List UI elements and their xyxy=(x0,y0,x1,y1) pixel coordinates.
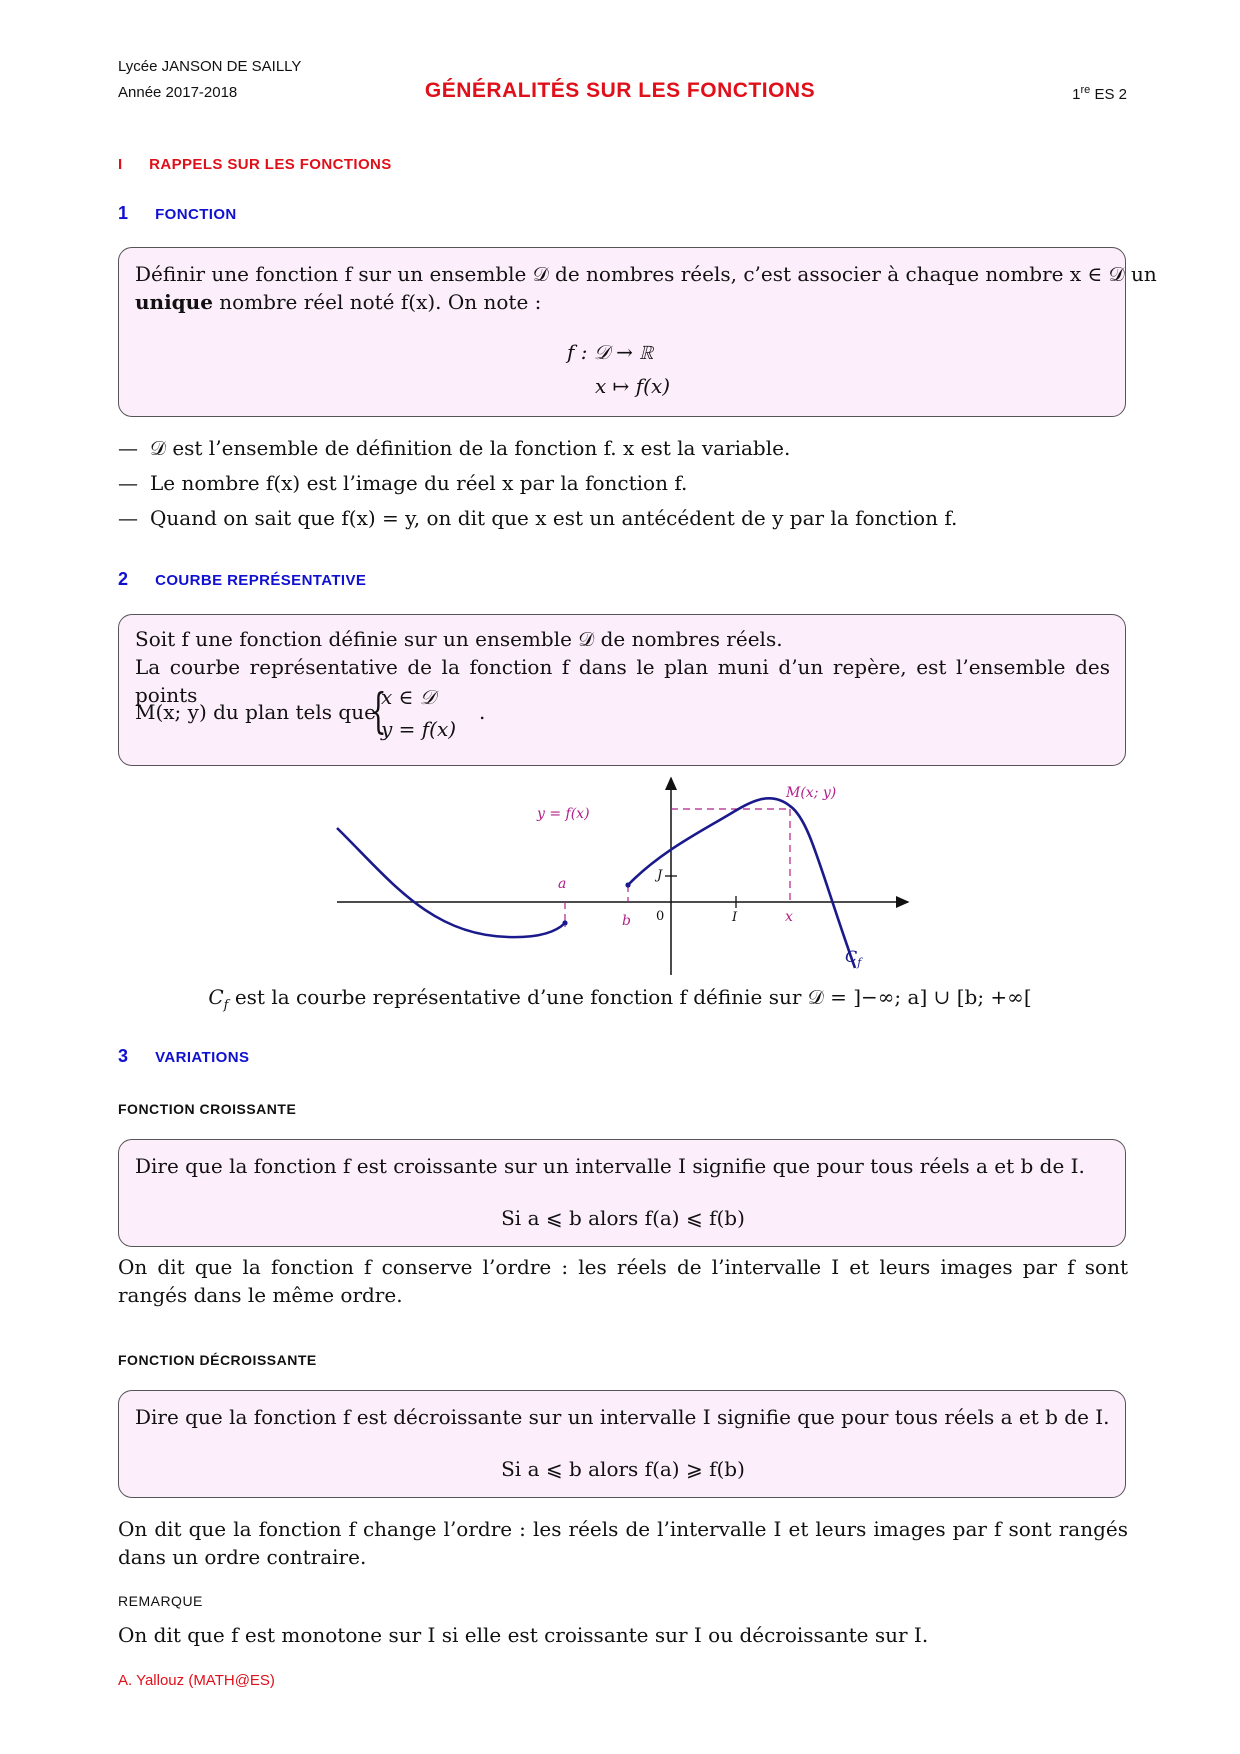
definition-bold: unique xyxy=(135,290,213,314)
courbe-line-1: Soit f une fonction définie sur un ensemble 𝒟 de nombres réels. xyxy=(135,627,783,651)
section-1-heading xyxy=(118,156,392,173)
bullet-dash: — xyxy=(118,471,138,495)
subsection-2-num: 2 xyxy=(118,569,129,589)
endpoint-a xyxy=(562,920,567,925)
subsection-2-heading xyxy=(118,569,366,590)
decroissante-definition: Dire que la fonction f est décroissante sur un intervalle I signifie que pour tous réels a et b de I. xyxy=(135,1405,1110,1429)
subsection-1-title: FONCTION xyxy=(155,206,237,223)
definition-line-1: Définir une fonction f sur un ensemble 𝒟 de nombres réels, c’est associer à chaque nombre x ∈ 𝒟 un xyxy=(135,262,1157,286)
school-name: Lycée JANSON DE SAILLY xyxy=(118,58,302,75)
courbe-line-3: M(x; y) du plan tels que xyxy=(135,700,376,724)
decroissante-formula: Si a ⩽ b alors f(a) ⩾ f(b) xyxy=(501,1457,745,1481)
school-year: Année 2017-2018 xyxy=(118,84,238,101)
footer-author: A. Yallouz (MATH@ES) xyxy=(118,1672,275,1689)
label-Cf xyxy=(845,947,863,969)
caption-rest: est la courbe représentative d’une fonction f définie sur 𝒟 = ]−∞; a] ∪ [b; +∞[ xyxy=(228,985,1032,1009)
courbe-line-2: La courbe représentative de la fonction f dans le plan muni d’un repère, est l’ensemble des points xyxy=(135,655,1110,707)
subsection-3-heading xyxy=(118,1046,249,1067)
list-item xyxy=(118,504,957,539)
decroissante-definition-box xyxy=(118,1390,1126,1498)
label-Cf-sub: f xyxy=(857,956,862,969)
system-line-2: y = f(x) xyxy=(381,717,457,741)
document-title: GÉNÉRALITÉS SUR LES FONCTIONS xyxy=(424,79,816,102)
label-origin: 0 xyxy=(656,909,665,924)
definition-line-2 xyxy=(135,288,541,316)
croissante-formula: Si a ⩽ b alors f(a) ⩽ f(b) xyxy=(501,1206,745,1230)
label-a: a xyxy=(558,876,567,892)
bullet-text: 𝒟 est l’ensemble de définition de la fonction f. x est la variable. xyxy=(150,436,791,460)
bullet-text: Le nombre f(x) est l’image du réel x par la fonction f. xyxy=(150,471,688,495)
label-b: b xyxy=(622,913,631,929)
curve-left-branch xyxy=(337,828,565,937)
remarque-heading: REMARQUE xyxy=(118,1593,203,1609)
caption-C: C xyxy=(208,985,224,1009)
definition-line-2-rest: nombre réel noté f(x). On note : xyxy=(212,290,542,314)
caption-C-sub: f xyxy=(223,998,229,1013)
function-graph xyxy=(300,770,920,980)
section-1-title: RAPPELS SUR LES FONCTIONS xyxy=(149,156,392,173)
endpoint-b xyxy=(625,882,630,887)
subsection-2-title: COURBE REPRÉSENTATIVE xyxy=(155,572,367,589)
bullet-dash: — xyxy=(118,436,138,460)
bullet-text: Quand on sait que f(x) = y, on dit que x est un antécédent de y par la fonction f. xyxy=(150,506,958,530)
label-M: M(x; y) xyxy=(786,785,837,801)
list-item xyxy=(118,469,957,504)
croissante-after: On dit que la fonction f conserve l’ordre : les réels de l’intervalle I et leurs images par f sont rangés dans le même ordre. xyxy=(118,1255,1128,1307)
class-label xyxy=(1072,84,1127,103)
formula-mapping-1: f : 𝒟 → ℝ xyxy=(567,340,654,364)
croissante-heading: FONCTION CROISSANTE xyxy=(118,1101,297,1117)
dashed-guides xyxy=(565,809,790,927)
label-x: x xyxy=(785,909,793,925)
label-J: J xyxy=(657,868,663,883)
system-brace: { xyxy=(369,683,387,739)
system-line-1: x ∈ 𝒟 xyxy=(381,685,436,709)
courbe-definition-box xyxy=(118,614,1126,766)
graph-caption xyxy=(0,983,1240,1020)
bullet-list xyxy=(118,434,957,539)
section-1-num: I xyxy=(118,156,123,173)
decroissante-heading: FONCTION DÉCROISSANTE xyxy=(118,1352,317,1368)
croissante-definition-box xyxy=(118,1139,1126,1247)
subsection-3-title: VARIATIONS xyxy=(155,1049,250,1066)
label-yfx: y = f(x) xyxy=(537,806,590,822)
class-rest: ES 2 xyxy=(1094,86,1127,103)
list-item xyxy=(118,434,957,469)
remarque-text: On dit que f est monotone sur I si elle est croissante sur I ou décroissante sur I. xyxy=(118,1623,929,1647)
class-sup: re xyxy=(1080,84,1091,96)
system-end: . xyxy=(479,700,486,724)
label-Cf-main: C xyxy=(845,947,858,966)
definition-function-box xyxy=(118,247,1157,417)
subsection-1-heading xyxy=(118,203,237,224)
class-num: 1 xyxy=(1072,86,1081,103)
decroissante-after: On dit que la fonction f change l’ordre : les réels de l’intervalle I et leurs images par f sont rangés dans un ordre contraire. xyxy=(118,1517,1128,1569)
formula-mapping-2: x ↦ f(x) xyxy=(595,374,671,398)
bullet-dash: — xyxy=(118,506,138,530)
label-I: I xyxy=(732,910,738,925)
subsection-1-num: 1 xyxy=(118,203,129,223)
croissante-definition: Dire que la fonction f est croissante sur un intervalle I signifie que pour tous réels a et b de I. xyxy=(135,1154,1085,1178)
curve-right-branch xyxy=(628,798,858,968)
subsection-3-num: 3 xyxy=(118,1046,129,1066)
